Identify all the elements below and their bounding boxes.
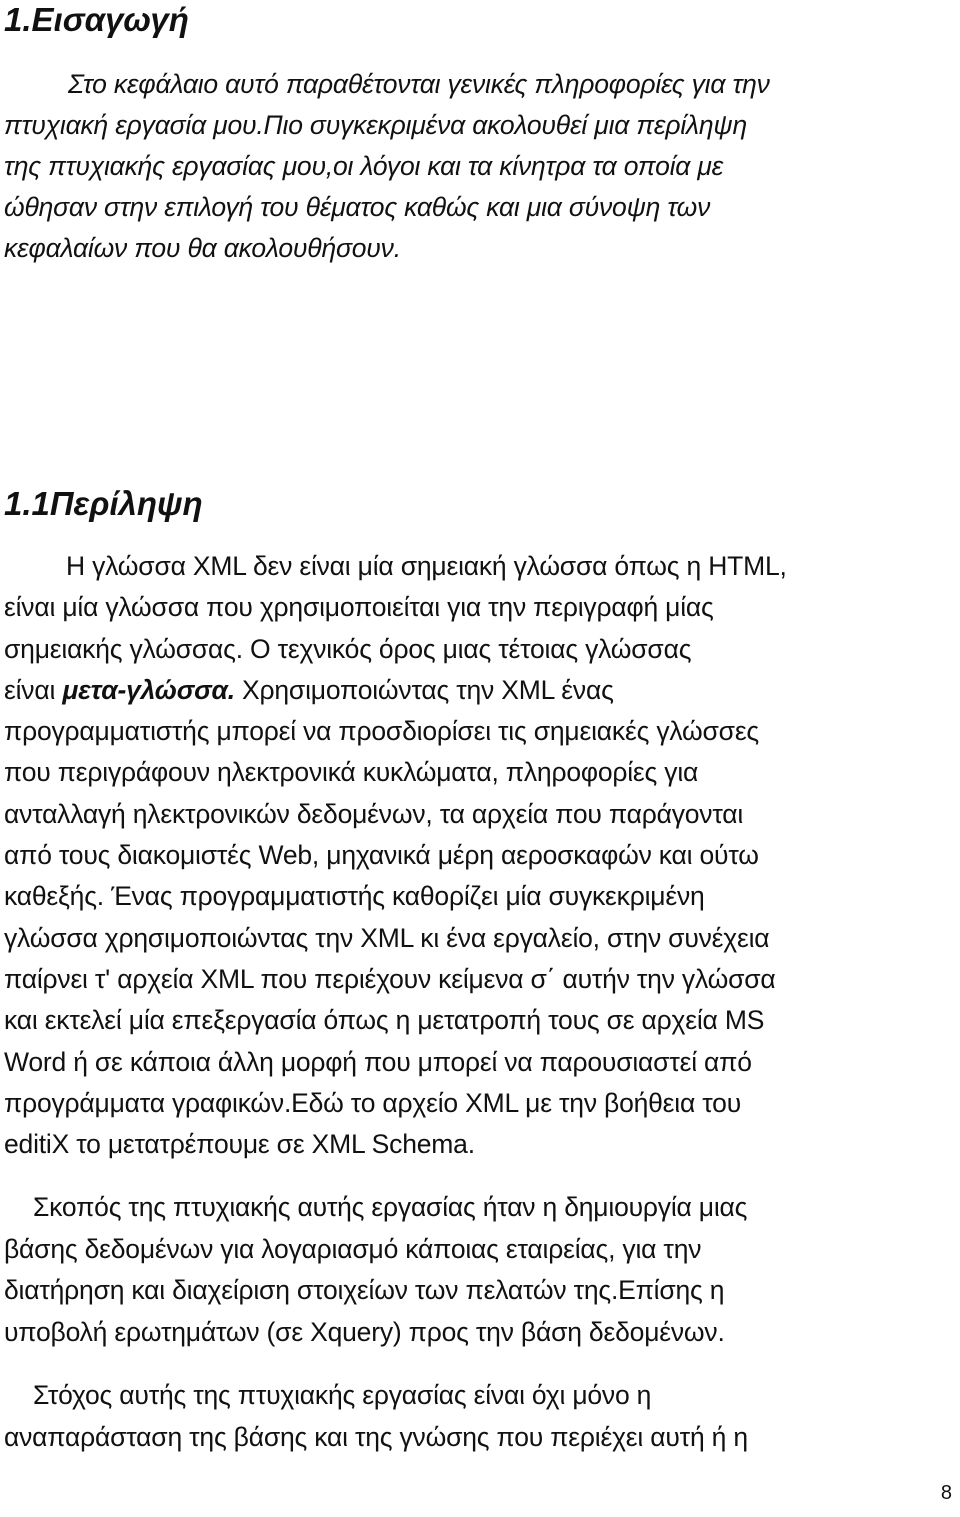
purpose-paragraph — [4, 1187, 954, 1353]
intro-line: Στο κεφάλαιο αυτό παραθέτονται γενικές πληροφορίες για την — [68, 69, 770, 99]
intro-line: πτυχιακή εργασία μου.Πιο συγκεκριμένα ακολουθεί μια περίληψη — [4, 110, 747, 140]
term-prefix: είναι — [4, 674, 63, 705]
term-suffix: Χρησιμοποιώντας την XML ένας — [234, 674, 614, 705]
summary-line: από τους διακομιστές Web, μηχανικά μέρη αεροσκαφών και ούτω — [4, 840, 759, 871]
purpose-line: υποβολή ερωτημάτων (σε Xquery) προς την βάση δεδομένων. — [4, 1316, 725, 1347]
purpose-line: βάσης δεδομένων για λογαριασμό κάποιας εταιρείας, για την — [4, 1233, 702, 1264]
summary-line: ανταλλαγή ηλεκτρονικών δεδομένων, τα αρχεία που παράγονται — [4, 798, 744, 829]
goal-paragraph — [4, 1375, 954, 1458]
summary-line: παίρνει τ' αρχεία XML που περιέχουν κείμενα σ΄ αυτήν την γλώσσα — [4, 963, 776, 994]
intro-line: κεφαλαίων που θα ακολουθήσουν. — [4, 233, 401, 263]
summary-line: και εκτελεί μία επεξεργασία όπως η μετατροπή τους σε αρχεία MS — [4, 1005, 765, 1036]
summary-line: γλώσσα χρησιμοποιώντας την XML κι ένα εργαλείο, στην συνέχεια — [4, 922, 770, 953]
subsection-heading: 1.1Περίληψη — [4, 485, 203, 522]
intro-paragraph — [4, 64, 954, 269]
summary-line: σημειακής γλώσσας. Ο τεχνικός όρος μιας τέτοιας γλώσσας — [4, 633, 692, 664]
summary-term-line — [4, 670, 954, 711]
intro-line: της πτυχιακής εργασίας μου,οι λόγοι και τα κίνητρα τα οποία με — [4, 151, 724, 181]
page-number: 8 — [940, 1482, 952, 1504]
goal-line: αναπαράσταση της βάσης και της γνώσης που περιέχει αυτή ή η — [4, 1421, 748, 1452]
summary-line: Η γλώσσα XML δεν είναι μία σημειακή γλώσσα όπως η HTML, — [66, 551, 787, 581]
purpose-line: διατήρηση και διαχείριση στοιχείων των πελατών της.Επίσης η — [4, 1275, 725, 1305]
summary-line: είναι μία γλώσσα που χρησιμοποιείται για την περιγραφή μίας — [4, 592, 714, 623]
meta-language-term: μετα-γλώσσα. — [62, 674, 235, 705]
summary-paragraph — [4, 546, 954, 1165]
summary-line: Word ή σε κάποια άλλη μορφή που μπορεί να παρουσιαστεί από — [4, 1046, 752, 1077]
summary-line: που περιγράφουν ηλεκτρονικά κυκλώματα, πληροφορίες για — [4, 757, 699, 788]
summary-line: προγράμματα γραφικών.Εδώ το αρχείο XML με την βοήθεια του — [4, 1087, 741, 1118]
summary-line: καθεξής. Ένας προγραμματιστής καθορίζει μία συγκεκριμένη — [4, 881, 705, 912]
goal-line: Στόχος αυτής της πτυχιακής εργασίας είναι όχι μόνο η — [33, 1380, 652, 1410]
intro-line: ώθησαν στην επιλογή του θέματος καθώς και μια σύνοψη των — [4, 192, 711, 222]
summary-line: προγραμματιστής μπορεί να προσδιορίσει τις σημειακές γλώσσες — [4, 716, 759, 747]
purpose-line: Σκοπός της πτυχιακής αυτής εργασίας ήταν η δημιουργία μιας — [33, 1192, 748, 1222]
section-heading: 1.Εισαγωγή — [4, 1, 189, 38]
summary-line: editiX το μετατρέπουμε σε XML Schema. — [4, 1129, 475, 1160]
